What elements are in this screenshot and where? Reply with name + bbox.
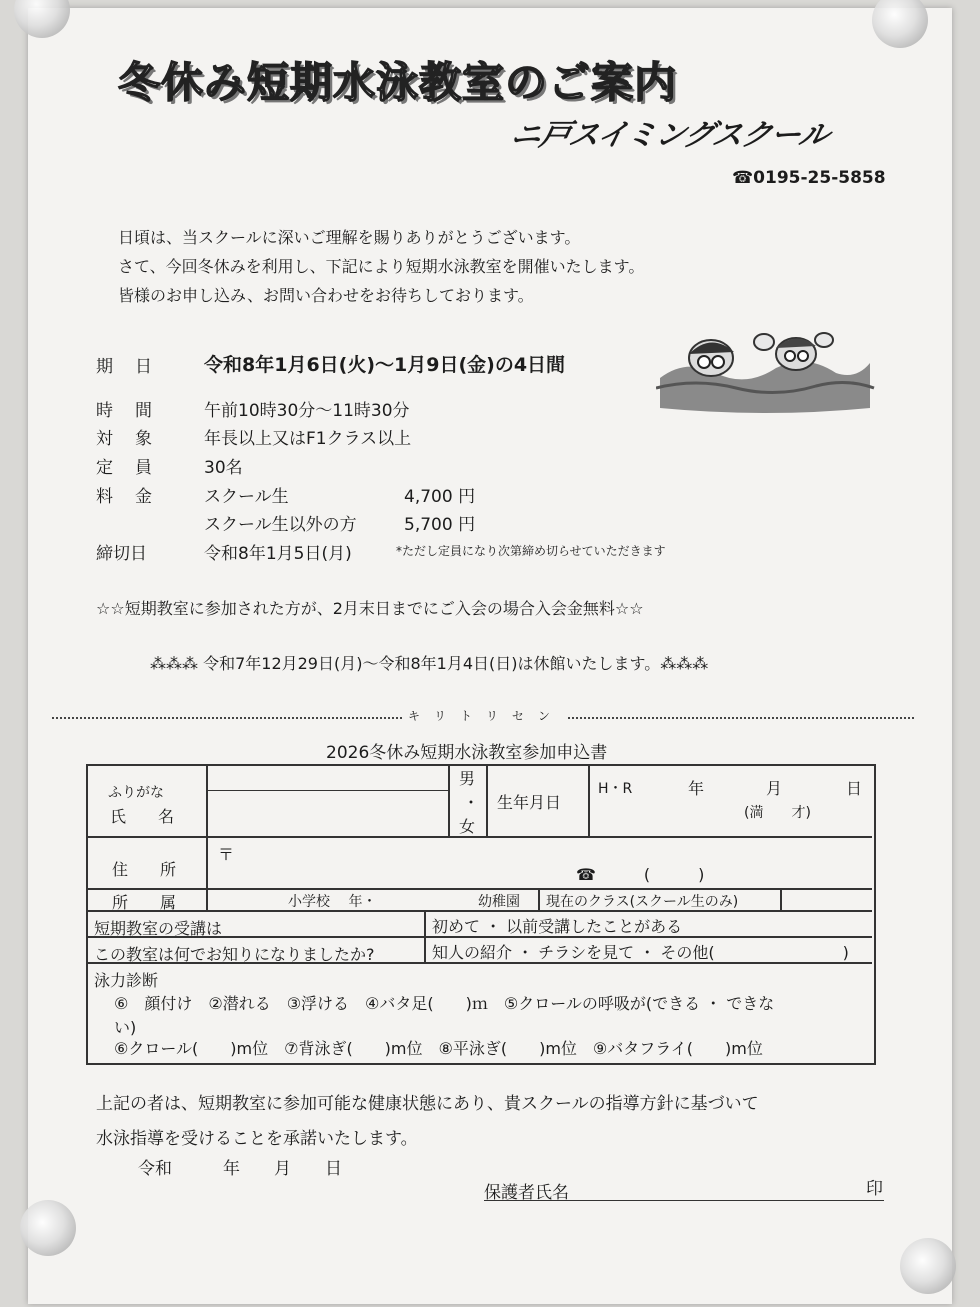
time-value: 午前10時30分～11時30分 bbox=[204, 401, 410, 421]
pushpin-icon bbox=[20, 1200, 76, 1256]
affiliation-label: 所 属 bbox=[112, 893, 177, 912]
diagnosis-row[interactable]: ⑥クロール( )m位 ⑦背泳ぎ( )m位 ⑧平泳ぎ( )m位 ⑨バタフライ( )m位 bbox=[114, 1039, 763, 1058]
how-known-label: この教室は何でお知りになりましたか? bbox=[94, 945, 375, 964]
birthday-label: 生年月日 bbox=[497, 793, 562, 812]
how-known-options[interactable]: 知人の紹介 ・ チラシを見て ・ その他( ) bbox=[432, 943, 849, 962]
name-label: 氏 名 bbox=[110, 807, 175, 826]
furigana-field[interactable] bbox=[208, 768, 446, 788]
period-label: 期日 bbox=[96, 357, 174, 377]
seal-mark: 印 bbox=[866, 1179, 883, 1199]
furigana-label: ふりがな bbox=[108, 785, 164, 801]
school-field[interactable]: 小学校 年・ bbox=[288, 894, 377, 910]
birth-era: H・R bbox=[598, 781, 633, 797]
name-field[interactable] bbox=[208, 793, 446, 833]
deadline-value: 令和8年1月5日(月) bbox=[204, 544, 352, 564]
current-class-label: 現在のクラス(スクール生のみ) bbox=[546, 894, 739, 910]
gender-separator: ・ bbox=[463, 793, 480, 812]
consent-line: 水泳指導を受けることを承諾いたします。 bbox=[96, 1129, 418, 1149]
diagnosis-row-cont: い) bbox=[114, 1018, 137, 1037]
gender-female[interactable]: 女 bbox=[459, 817, 476, 836]
guardian-label: 保護者氏名 bbox=[484, 1183, 569, 1203]
birth-month-label: 月 bbox=[766, 779, 783, 798]
deadline-label: 締切日 bbox=[96, 544, 147, 564]
swimmers-illustration bbox=[656, 318, 876, 418]
date-line[interactable]: 令和 年 月 日 bbox=[138, 1159, 342, 1179]
address-label: 住 所 bbox=[112, 860, 177, 879]
flyer-title: 冬休み短期水泳教室のご案内 bbox=[118, 58, 678, 107]
diagnosis-row[interactable]: ⑥ 顔付け ②潜れる ③浮ける ④バタ足( )ｍ ⑤クロールの呼吸が(できる ・ できな bbox=[114, 994, 775, 1013]
phone-number: ☎0195-25-5858 bbox=[732, 168, 886, 188]
gender-male[interactable]: 男 bbox=[459, 769, 476, 788]
birth-year-label: 年 bbox=[688, 779, 705, 798]
swim-diagnosis-label: 泳力診断 bbox=[94, 971, 159, 990]
short-course-options[interactable]: 初めて ・ 以前受講したことがある bbox=[432, 917, 683, 936]
fee-label: 料金 bbox=[96, 487, 174, 507]
target-value: 年長以上又はF1クラス以上 bbox=[204, 429, 412, 449]
period-value: 令和8年1月6日(火)～1月9日(金)の4日間 bbox=[204, 354, 566, 376]
greeting-line: 日頃は、当スクールに深いご理解を賜りありがとうございます。 bbox=[118, 228, 581, 247]
fee-name: スクール生以外の方 bbox=[204, 515, 357, 535]
cut-line-label: キリトリセン bbox=[404, 707, 568, 724]
brand-logo: ニ戸スイミングスクール bbox=[507, 118, 832, 153]
fee-price: 4,700 円 bbox=[404, 487, 476, 507]
age-field[interactable]: (満 才) bbox=[744, 805, 811, 821]
target-label: 対象 bbox=[96, 429, 174, 449]
fee-price: 5,700 円 bbox=[404, 515, 476, 535]
greeting-line: 皆様のお申し込み、お問い合わせをお待ちしております。 bbox=[118, 286, 534, 305]
time-label: 時間 bbox=[96, 401, 174, 421]
short-course-label: 短期教室の受講は bbox=[94, 919, 223, 938]
consent-line: 上記の者は、短期教室に参加可能な健康状態にあり、貴スクールの指導方針に基づいて bbox=[96, 1094, 759, 1114]
birth-day-label: 日 bbox=[846, 779, 863, 798]
closure-notice: ⁂⁂⁂ 令和7年12月29日(月)～令和8年1月4日(日)は休館いたします。⁂⁂⁂ bbox=[150, 654, 709, 673]
kindergarten-field[interactable]: 幼稚園 bbox=[478, 894, 520, 910]
fee-name: スクール生 bbox=[204, 487, 289, 507]
capacity-label: 定員 bbox=[96, 458, 174, 478]
pushpin-icon bbox=[900, 1238, 956, 1294]
greeting-line: さて、今回冬休みを利用し、下記により短期水泳教室を開催いたします。 bbox=[118, 257, 645, 276]
campaign-notice: ☆☆短期教室に参加された方が、2月末日までにご入会の場合入会金無料☆☆ bbox=[96, 599, 644, 618]
deadline-note: *ただし定員になり次第締め切らせていただきます bbox=[396, 544, 666, 558]
capacity-value: 30名 bbox=[204, 458, 243, 478]
tel-field[interactable]: ☎ ( ) bbox=[576, 865, 705, 884]
form-title: 2026冬休み短期水泳教室参加申込書 bbox=[326, 743, 608, 763]
postal-mark: 〒 bbox=[218, 845, 235, 864]
